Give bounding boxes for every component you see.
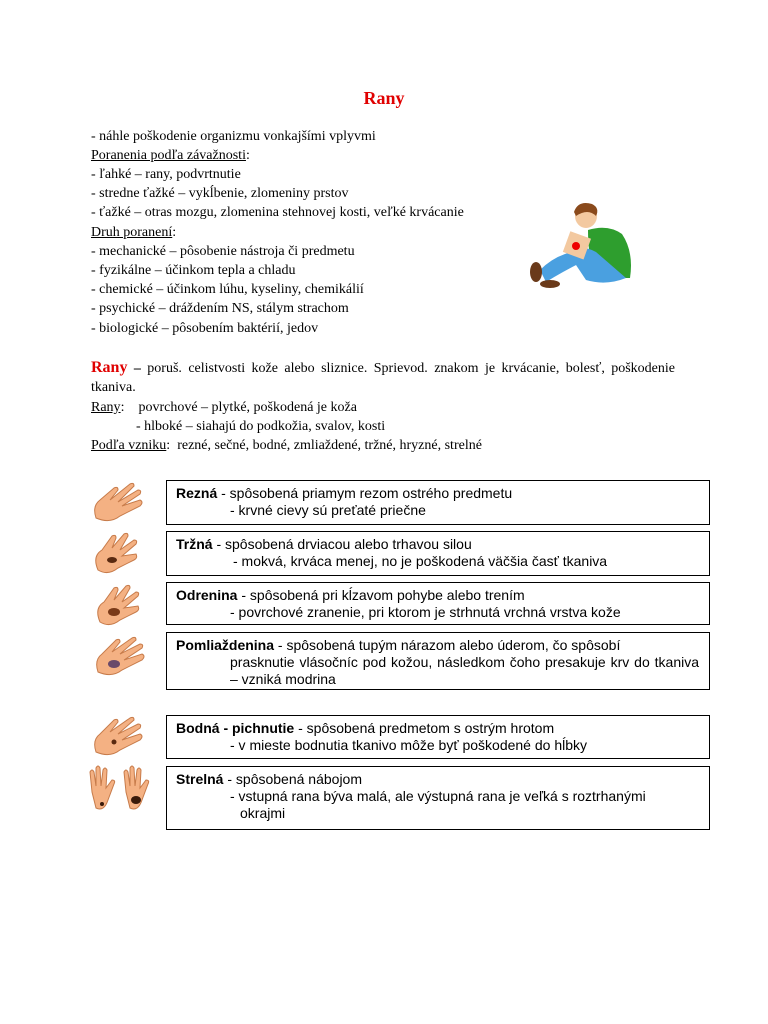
origin-text: rezné, sečné, bodné, zmliaždené, tržné, hryzné, strelné: [177, 438, 482, 453]
type-item: - psychické – dráždením NS, stálym strachom: [91, 301, 349, 316]
wound-name: Strelná: [176, 771, 224, 787]
hand-bruise-icon: [92, 630, 146, 678]
wound-box-abrasion: [166, 582, 710, 625]
intro-line: - náhle poškodenie organizmu vonkajšími vplyvmi: [91, 129, 376, 144]
origin-line: Podľa vzniku: rezné, sečné, bodné, zmliaždené, tržné, hryzné, strelné: [91, 438, 482, 453]
wound-cause: - spôsobená priamym rezom ostrého predmetu: [217, 485, 513, 501]
wound-detail: - mokvá, krváca menej, no je poškodená väčšia časť tkaniva: [233, 553, 608, 569]
wound-detail: prasknutie vlásočníc pod kožou, následkom čoho presakuje krv do tkaniva – vzniká modrina: [230, 654, 699, 687]
type-heading: Druh poranení:: [91, 225, 177, 240]
rany-depth-1: Rany: povrchové – plytké, poškodená je koža: [91, 400, 357, 415]
hand-laceration-icon: [90, 530, 140, 574]
page-title: Rany: [363, 88, 405, 108]
origin-label: Podľa vzniku: [91, 438, 167, 453]
wound-name: Rezná: [176, 485, 218, 501]
wound-cause: - spôsobená drviacou alebo trhavou silou: [212, 536, 472, 552]
hands-gunshot-icon: [86, 764, 158, 814]
severity-item: - stredne ťažké – vykĺbenie, zlomeniny prstov: [91, 186, 349, 201]
rany-depth-1-text: povrchové – plytké, poškodená je koža: [138, 400, 357, 415]
wound-box-bruise: [166, 632, 710, 690]
wound-cause: - spôsobená pri kĺzavom pohybe alebo trením: [237, 587, 525, 603]
rany-depth-2: - hlboké – siahajú do podkožia, svalov, kosti: [136, 419, 386, 434]
wound-detail: - vstupná rana býva malá, ale výstupná rana je veľká s roztrhanými: [230, 788, 646, 804]
hand-puncture-icon: [90, 710, 146, 758]
wound-name: Pomliaždenina: [176, 637, 275, 653]
wound-name: Odrenina: [176, 587, 238, 603]
wound-detail: - povrchové zranenie, pri ktorom je strhnutá vrchná vrstva kože: [230, 604, 621, 620]
wound-box-gunshot: [166, 766, 710, 830]
injured-boy-illustration: [526, 200, 638, 292]
severity-item: - ľahké – rany, podvrtnutie: [91, 167, 241, 182]
hand-cut-icon: [90, 478, 146, 524]
severity-item: - ťažké – otras mozgu, zlomenina stehnovej kosti, veľké krvácanie: [91, 205, 464, 220]
wound-box-laceration: [166, 531, 710, 576]
wound-box-puncture: [166, 715, 710, 759]
type-item: - biologické – pôsobením baktérií, jedov: [91, 321, 319, 336]
wound-box-cut: [166, 480, 710, 525]
wound-detail: - v mieste bodnutia tkanivo môže byť poškodené do hĺbky: [230, 737, 588, 753]
rany-word: Rany: [91, 359, 128, 376]
type-item: - chemické – účinkom lúhu, kyseliny, chemikálií: [91, 282, 364, 297]
hand-abrasion-icon: [92, 580, 142, 626]
type-item: - mechanické – pôsobenie nástroja či predmetu: [91, 244, 355, 259]
type-item: - fyzikálne – účinkom tepla a chladu: [91, 263, 296, 278]
severity-heading-text: Poranenia podľa závažnosti: [91, 148, 246, 163]
wound-name: Tržná: [176, 536, 213, 552]
rany-definition-text: poruš. celistvosti kože alebo sliznice. Sprievod. znakom je krvácanie, bolesť, poškodenie tkaniva.: [91, 361, 676, 395]
rany-label: Rany: [91, 400, 121, 415]
wound-cause: - spôsobená nábojom: [223, 771, 363, 787]
wound-detail: - krvné cievy sú preťaté priečne: [230, 502, 426, 518]
wound-cause: - spôsobená tupým nárazom alebo úderom, čo spôsobí: [274, 637, 621, 653]
wound-cause: - spôsobená predmetom s ostrým hrotom: [294, 720, 555, 736]
type-heading-text: Druh poranení: [91, 225, 173, 240]
wound-detail-cont: okrajmi: [240, 805, 286, 821]
wound-name: Bodná - pichnutie: [176, 720, 295, 736]
rany-definition: Rany – poruš. celistvosti kože alebo sliznice. Sprievod. znakom je krvácanie, bolesť, poškodenie tkaniva.: [91, 359, 676, 395]
severity-heading: Poranenia podľa závažnosti:: [91, 148, 250, 163]
